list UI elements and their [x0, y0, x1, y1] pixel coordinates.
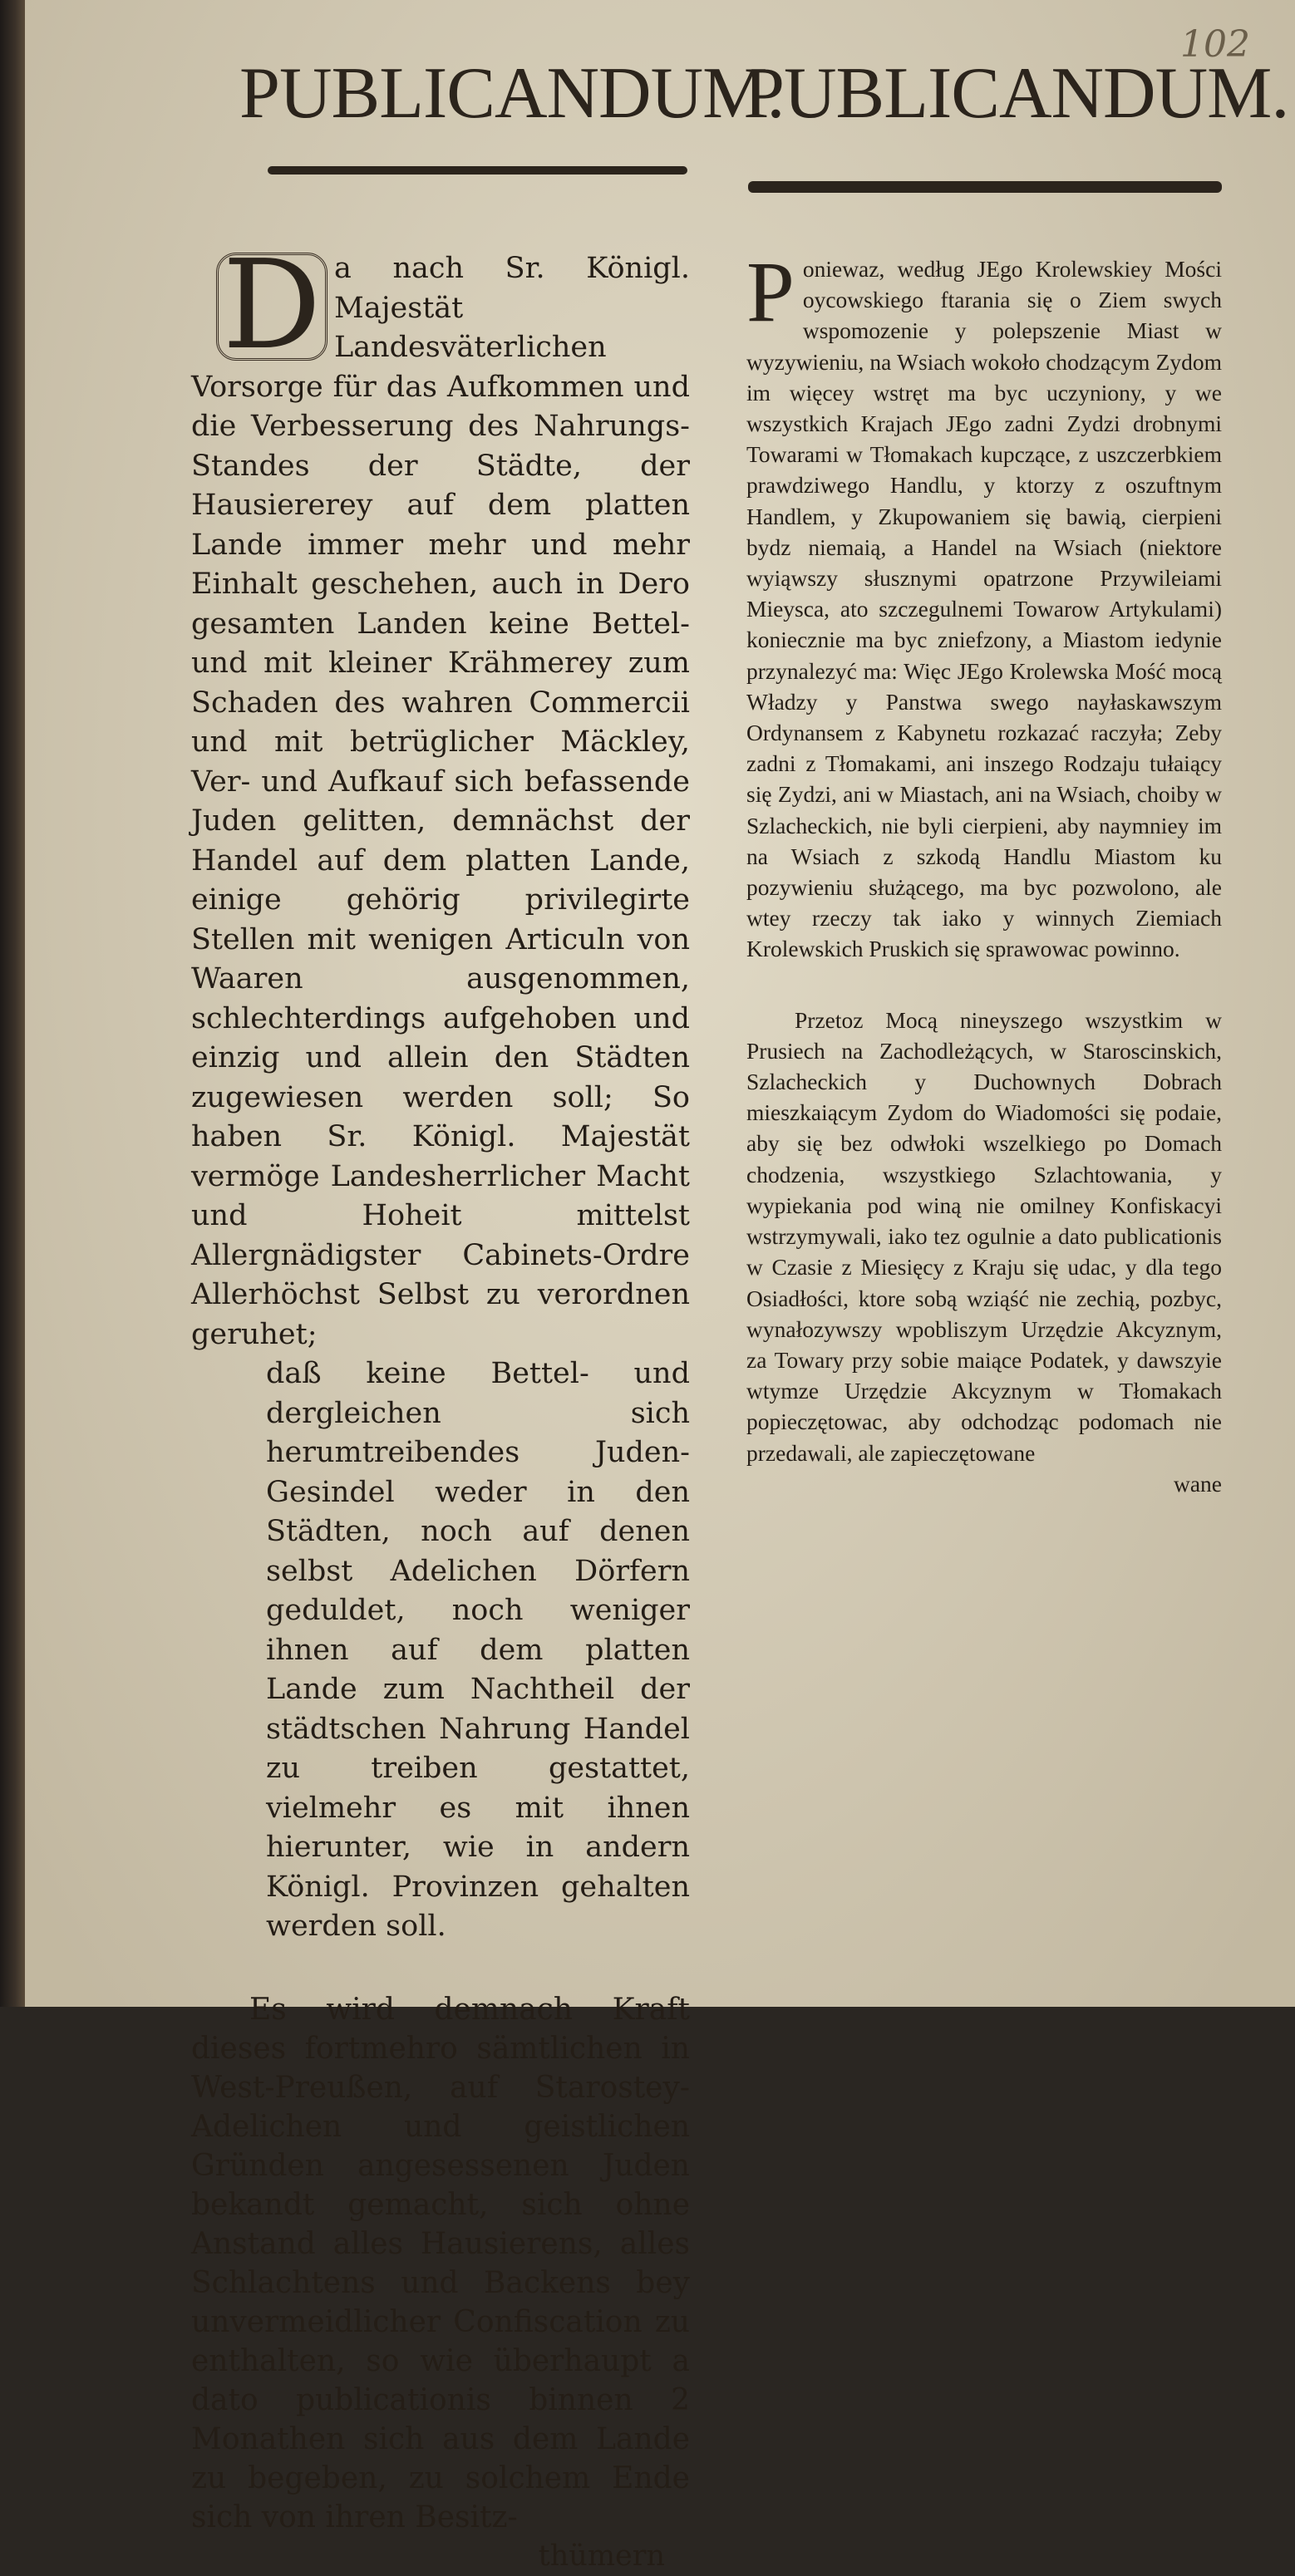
- rule-left: [268, 166, 687, 175]
- document-page: [25, 0, 1295, 2007]
- polish-paragraph-1-text: oniewaz, według JEgo Krolewskiey Mości oycowskiego ftarania się o Ziem swych wspomozenie y polepszenie Miast w wyzywieniu, na Wsiach wokoło chodzącym Zydom im więcey wstręt ma byc uczyniony, y we wszystkich Krajach JEgo zadni Zydzi drobnymi Towarami w Tłomakach kupczące, z uszczerbkiem prawdziwego Handlu, y ktorzy z oszuftnym Handlem, y Zkupowaniem się bawią, cierpieni bydz niemaią, a Handel na Wsiach (niektore wyiąwszy słusznymi opatrzone Przywileiami Mieysca, ato szczegulnemi Towarow Artykulami) koniecznie ma byc zniefzony, a Miastom iedynie przynalezyć ma: Więc JEgo Krolewska Mość mocą Władzy y Panstwa swego nayłaskawszym Ordynansem z Kabynetu rozkazać raczyła; Zeby zadni z Tłomakami, ani inszego Rodzaju tułaiący się Zydzi, ani w Miastach, ani na Wsiach, choiby w Szlacheckich, nie byli cierpieni, aby naymniey im na Wsiach z szkodą Handlu Miastom ku pozywieniu służącego, ma byc pozwolono, ale wtey rzeczy tak iako y winnych Ziemiach Krolewskich Pruskich się sprawowac powinno.: [746, 256, 1222, 961]
- german-catchword: thümern: [191, 2537, 690, 2576]
- german-paragraph-2: daß keine Bettel- und dergleichen sich herumtreibendes Juden-Gesindel weder in den Städten, noch auf denen selbst Adelichen Dörfern geduldet, noch weniger ihnen auf dem platten Lande zum Nachtheil der städtschen Nahrung Handel zu treiben gestattet, vielmehr es mit ihnen hierunter, wie in andern Königl. Provinzen gehalten werden soll.: [191, 1354, 690, 1947]
- polish-column: [746, 253, 1222, 1499]
- folio-number: 102: [1180, 23, 1272, 73]
- polish-initial: P: [746, 257, 795, 328]
- header-left: PUBLICANDUM.: [239, 52, 784, 135]
- rule-right: [748, 181, 1222, 193]
- book-binding: [0, 0, 25, 2007]
- polish-catchword: wane: [746, 1468, 1222, 1499]
- german-column: [191, 249, 690, 2576]
- german-paragraph-1: [191, 249, 690, 1354]
- polish-paragraph-2: Przetoz Mocą nineyszego wszystkim w Prusiech na Zachodleżących, w Staroscinskich, Szlacheckich y Duchownych Dobrach mieszkaiącym Zydom do Wiadomości się podaie, aby się bez odwłoki wszelkiego po Domach chodzenia, wszystkiego Szlachtowania, y wypiekania pod winą nie omilney Konfiskacyi wstrzymywali, iako tez ogulnie a dato publicationis w Czasie z Miesięcy z Kraju się udac, y dla tego Osiadłości, ktore sobą wziąść nie zechią, pozbyc, wynałozywszy wpobliszym Urzędzie Akcyznym, za Towary przy sobie maiące Podatek, y dawszyie wtymze Urzędzie Akcyznym w Tłomakach popieczętowac, aby odchodząc podomach nie przedawali, ale zapieczętowane: [746, 1005, 1222, 1468]
- polish-paragraph-1: [746, 253, 1222, 965]
- header-right: PUBLICANDUM.: [744, 52, 1288, 135]
- german-initial: D: [216, 253, 327, 361]
- german-paragraph-1-text: a nach Sr. Königl. Majestät Landesväterlichen Vorsorge für das Aufkommen und die Verbesserung des Nahrungs-Standes der Städte, der Hausiererey auf dem platten Lande immer mehr und mehr Einhalt geschehen, auch in Dero gesamten Landen keine Bettel- und mit kleiner Krähmerey zum Schaden des wahren Commercii und mit betrüglicher Mäckley, Ver- und Aufkauf sich befassende Juden gelitten, demnächst der Handel auf dem platten Lande, einige gehörig privilegirte Stellen mit wenigen Articuln von Waaren ausgenommen, schlechterdings aufgehoben und einzig und allein den Städten zugewiesen werden soll; So haben Sr. Königl. Majestät vermöge Landesherrlicher Macht und Hoheit mittelst Allergnädigster Cabinets-Ordre Allerhöchst Selbst zu verordnen geruhet;: [191, 252, 690, 1351]
- german-paragraph-3: Es wird demnach Kraft dieses fortmehro sämtlichen in West-Preußen, auf Starostey- Adelichen und geistlichen Gründen angesessenen Juden bekandt gemacht, sich ohne Anstand alles Hausierens, alles Schlachtens und Backens bey unvermeidlicher Confiscation zu enthalten, so wie überhaupt a dato publicationis binnen 2 Monathen sich aus dem Lande zu begeben, zu solchem Ende sich von ihren Besitz-: [191, 1990, 690, 2537]
